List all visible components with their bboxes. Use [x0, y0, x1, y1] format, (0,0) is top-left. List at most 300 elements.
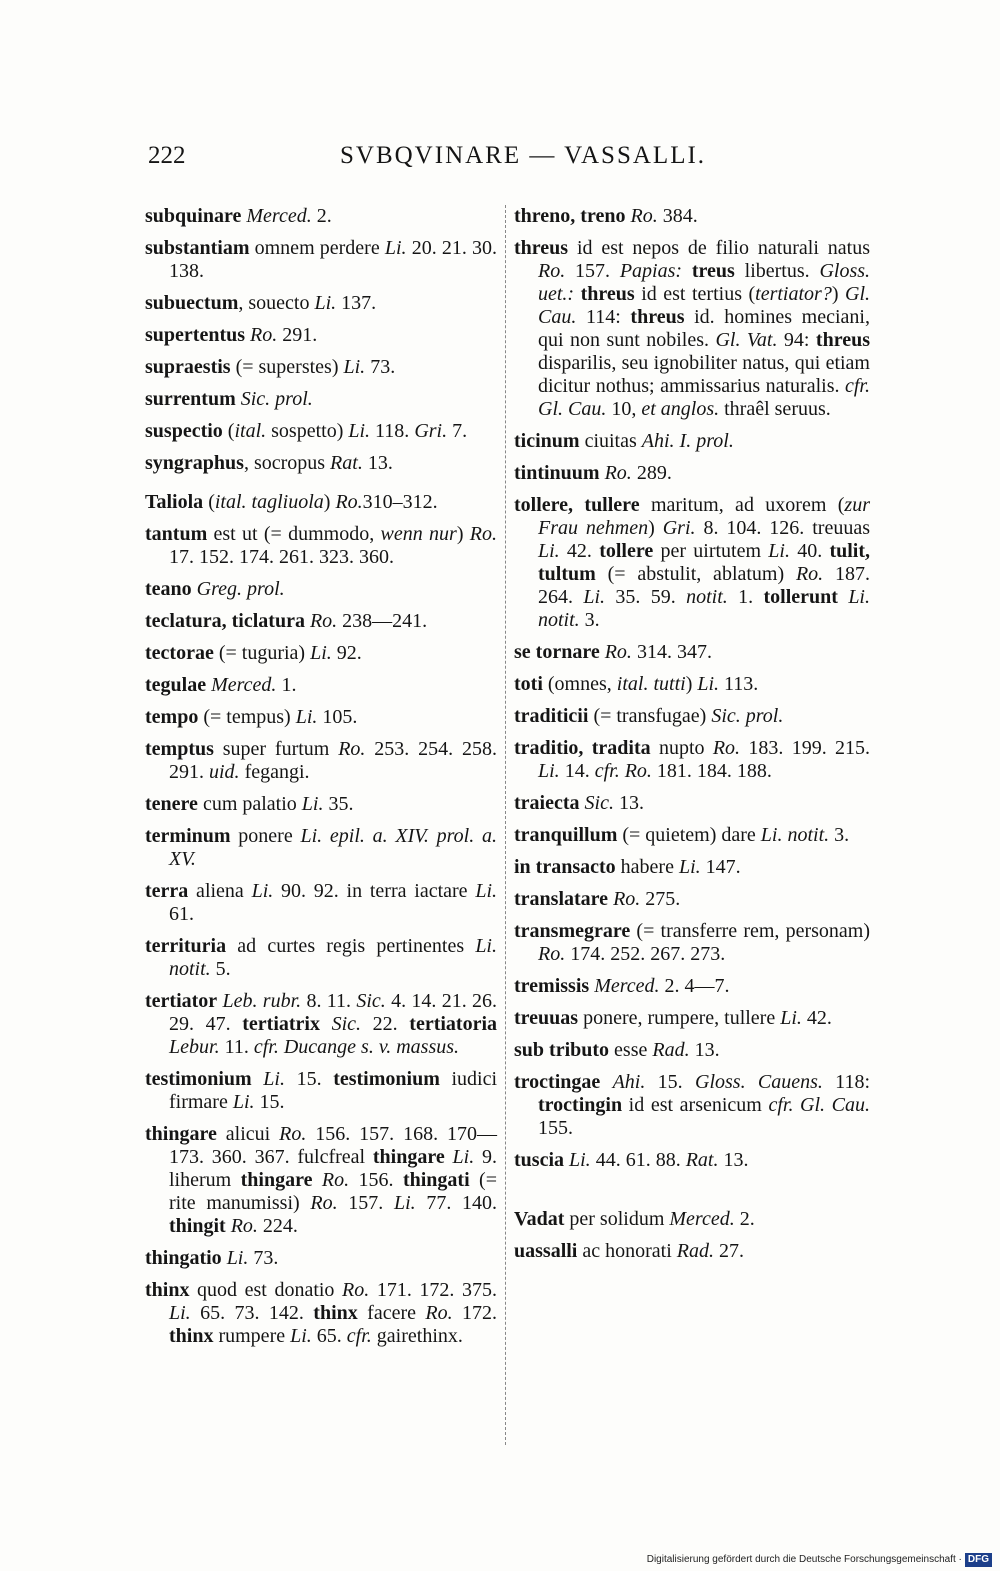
entry-headword: sub tributo [514, 1039, 610, 1061]
entry-reference: Li. notit. [760, 824, 830, 846]
dictionary-entry [514, 237, 870, 421]
entry-text: 65. 73. 142. [190, 1302, 314, 1324]
dictionary-entry [145, 1068, 497, 1114]
entry-text: omnem perdere [249, 237, 385, 259]
entry-headword: territuria [145, 935, 227, 957]
entry-reference: Rat. [685, 1149, 719, 1171]
entry-headword: tulit, tultum [538, 540, 871, 585]
entry-text: 22. [361, 1013, 410, 1035]
entry-headword: thingati [402, 1169, 470, 1191]
dictionary-entry [514, 494, 870, 632]
entry-text: 17. 152. 174. 261. 323. 360. [169, 546, 394, 568]
entry-text: ) [323, 491, 336, 513]
entry-text: cum palatio [197, 793, 302, 815]
dictionary-entry [145, 523, 497, 569]
entry-text: quod est donatio [189, 1279, 343, 1301]
entry-text [312, 1169, 321, 1191]
entry-reference: Ro. [321, 1169, 350, 1191]
entry-headword: toti [514, 673, 543, 695]
entry-headword: testimonium [145, 1068, 252, 1090]
entry-text: 114: [576, 306, 631, 328]
entry-headword: tectorae [145, 642, 214, 664]
entry-headword: subuectum [145, 292, 239, 314]
entry-reference: Gri. [414, 420, 448, 442]
entry-text: disparilis, seu ignobiliter natus, qui etiam dicitur nothus; ammissarius naturalis. [538, 352, 870, 397]
column-divider [505, 205, 507, 1445]
entry-headword: threus [580, 283, 635, 305]
entry-text [320, 1013, 332, 1035]
dictionary-entry [145, 388, 497, 411]
entry-reference: Li. [301, 793, 324, 815]
entry-reference: Papias: [619, 260, 683, 282]
entry-headword: tranquillum [514, 824, 618, 846]
entry-reference: Leb. rubr. [222, 990, 302, 1012]
entry-text: 73. [365, 356, 396, 378]
entry-headword: troctingin [538, 1094, 623, 1116]
entry-reference: Li. epil. a. XIV. prol. a. XV. [169, 825, 497, 870]
entry-reference: Li. [263, 1068, 285, 1090]
entry-reference: Li. [678, 856, 701, 878]
entry-text: 35. [323, 793, 354, 815]
entry-headword: thingare [240, 1169, 313, 1191]
entry-text: 147. [700, 856, 741, 878]
entry-headword: syngraphus [145, 452, 244, 474]
entry-text: habere [615, 856, 679, 878]
dfg-logo: DFG [965, 1553, 992, 1567]
entry-reference: Gloss. Cauens. [695, 1071, 823, 1093]
entry-headword: tertiatrix [242, 1013, 320, 1035]
entry-reference: Li. [475, 880, 498, 902]
entry-text: ac honorati [577, 1240, 677, 1262]
entry-headword: se tornare [514, 641, 600, 663]
entry-reference: Li. [310, 642, 332, 664]
dictionary-entry [145, 420, 497, 443]
entry-reference: Ahi. [612, 1071, 646, 1093]
entry-text: facere [357, 1302, 426, 1324]
dictionary-entry [514, 1039, 870, 1062]
entry-text: 61. [169, 903, 194, 925]
entry-text: iudici firmare [169, 1068, 498, 1113]
dictionary-entry [145, 1123, 497, 1238]
dictionary-entry [145, 491, 497, 514]
entry-text: 4. 14. 21. 26. 29. 47. [169, 990, 498, 1035]
entry-headword: thinx [145, 1279, 190, 1301]
dictionary-entry [514, 856, 870, 879]
entry-reference: Sic. prol. [240, 388, 313, 410]
entry-text: 5. [210, 958, 231, 980]
entry-text: 11. [219, 1036, 254, 1058]
entry-reference: Gl. Vat. [715, 329, 778, 351]
entry-text: 2. [734, 1208, 755, 1230]
entry-text: 181. 184. 188. [651, 760, 772, 782]
entry-text: (omnes, [542, 673, 617, 695]
entry-reference: Li. [314, 292, 337, 314]
entry-reference: Ro. [279, 1123, 307, 1145]
entry-reference: Rat. [330, 452, 363, 474]
entry-reference: Sic. [331, 1013, 362, 1035]
entry-headword: ticinum [514, 430, 580, 452]
entry-text: id est nepos de filio naturali natus [568, 237, 870, 259]
entry-text: fegangi. [239, 761, 310, 783]
entry-text: 8. 11. [301, 990, 357, 1012]
entry-text: 2. [311, 205, 332, 227]
entry-reference: Ro. [335, 491, 363, 513]
entry-text: 174. 252. 267. 273. [565, 943, 726, 965]
entry-text: 156. 157. 168. 170—173. 360. 367. fulcfreal [169, 1123, 497, 1168]
entry-text: id. homines meciani, qui non sunt nobiles. [538, 306, 870, 351]
entry-headword: thingatio [145, 1247, 222, 1269]
dictionary-entry [145, 1247, 497, 1270]
entry-text: ad curtes regis pertinentes [226, 935, 476, 957]
entry-text: 14. [559, 760, 595, 782]
entry-text: ponere [230, 825, 301, 847]
entry-text: 20. 21. 30. 138. [169, 237, 498, 282]
entry-text: ) [831, 283, 845, 305]
entry-headword: substantiam [145, 237, 250, 259]
entry-reference: zur Frau nehmen [538, 494, 870, 539]
entry-text: per solidum [564, 1208, 670, 1230]
entry-text: per uirtutem [653, 540, 769, 562]
entry-reference: Ro. [795, 563, 824, 585]
entry-reference: Ro. [309, 610, 338, 632]
entry-reference: Gri. [662, 517, 696, 539]
entry-headword: terminum [145, 825, 231, 847]
entry-headword: Taliola [145, 491, 204, 513]
entry-text: nupto [650, 737, 713, 759]
dictionary-entry [514, 1240, 870, 1263]
entry-text: 42. [559, 540, 600, 562]
dictionary-entry [145, 292, 497, 315]
dictionary-entry [145, 674, 497, 697]
entry-text: super furtum [213, 738, 339, 760]
dictionary-entry [514, 641, 870, 664]
entry-headword: testimonium [333, 1068, 440, 1090]
entry-text: ( [203, 491, 215, 513]
entry-headword: supraestis [145, 356, 231, 378]
entry-text: 94: [777, 329, 816, 351]
entry-headword: teano [145, 578, 192, 600]
entry-reference: Ro. [613, 888, 641, 910]
entry-text: aliena [188, 880, 252, 902]
entry-reference: Li. [232, 1091, 255, 1113]
entry-reference: Ro. [310, 1192, 338, 1214]
entry-text: ponere, rumpere, tullere [578, 1007, 781, 1029]
entry-reference: cfr. Gl. Cau. [768, 1094, 870, 1116]
entry-headword: tenere [145, 793, 198, 815]
dictionary-entry [145, 356, 497, 379]
entry-text: 275. [640, 888, 681, 910]
dictionary-entry [145, 990, 497, 1059]
entry-headword: temptus [145, 738, 214, 760]
entry-text: est ut (= dummodo, [207, 523, 381, 545]
entry-reference: Li. [343, 356, 366, 378]
entry-headword: threus [514, 237, 569, 259]
entry-headword: troctingae [514, 1071, 601, 1093]
entry-text: 157. [337, 1192, 394, 1214]
entry-headword: tertiatoria [409, 1013, 498, 1035]
entry-reference: ital. [234, 420, 267, 442]
entry-headword: translatare [514, 888, 609, 910]
entry-headword: thingare [372, 1146, 445, 1168]
entry-text: 92. [331, 642, 362, 664]
entry-reference: Lebur. [169, 1036, 220, 1058]
entry-reference: cfr. Gl. Cau. [538, 375, 870, 420]
dictionary-entry [514, 462, 870, 485]
entry-reference: Ro. [425, 1302, 453, 1324]
entry-headword: thinx [313, 1302, 358, 1324]
entry-reference: Li. [569, 1149, 591, 1171]
entry-reference: Merced. [594, 975, 660, 997]
entry-headword: tintinuum [514, 462, 600, 484]
dictionary-entry [145, 825, 497, 871]
dictionary-entry [514, 430, 870, 453]
entry-text: (= abstulit, ablatum) [595, 563, 796, 585]
entry-headword: thingare [145, 1123, 217, 1145]
entry-text: rumpere [213, 1325, 291, 1347]
entry-text: , socropus [243, 452, 331, 474]
entry-headword: traditicii [514, 705, 589, 727]
entry-headword: tuscia [514, 1149, 564, 1171]
entry-headword: subquinare [145, 205, 242, 227]
entry-reference: Ro. [604, 641, 632, 663]
entry-headword: tollerunt [763, 586, 838, 608]
entry-headword: suspectio [145, 420, 223, 442]
entry-text: 314. 347. [631, 641, 712, 663]
entry-reference: Li. [226, 1247, 249, 1269]
dictionary-entry [145, 880, 497, 926]
dictionary-entry [514, 824, 870, 847]
entry-reference: Li. [169, 1302, 191, 1324]
entry-headword: thingit [169, 1215, 226, 1237]
entry-text: ) [648, 517, 663, 539]
dictionary-entry [145, 610, 497, 633]
entry-text: 7. [447, 420, 468, 442]
dictionary-entry [145, 324, 497, 347]
entry-headword: transmegrare [514, 920, 631, 942]
footer [647, 1551, 992, 1569]
entry-reference: Li. [295, 706, 318, 728]
entry-reference: wenn nur [380, 523, 457, 545]
entry-text: ( [222, 420, 235, 442]
entry-reference: Ro. [469, 523, 497, 545]
entry-text: 289. [631, 462, 672, 484]
entry-reference: Rad. [676, 1240, 714, 1262]
entry-text: 15. [254, 1091, 285, 1113]
entry-text: 187. 264. [538, 563, 870, 608]
entry-text: (= tempus) [198, 706, 296, 728]
entry-reference: Li. notit. [538, 586, 870, 631]
entry-text: 90. 92. in terra iactare [273, 880, 476, 902]
entry-text: (= superstes) [230, 356, 344, 378]
entry-text: 2. 4—7. [659, 975, 730, 997]
page-number: 222 [148, 142, 186, 169]
entry-headword: supertentus [145, 324, 246, 346]
entry-text: 224. [257, 1215, 298, 1237]
entry-headword: tollere [599, 540, 654, 562]
entry-text [252, 1068, 264, 1090]
entry-text: 155. [538, 1117, 573, 1139]
entry-headword: tremissis [514, 975, 590, 997]
entry-text: (= tuguria) [213, 642, 311, 664]
entry-text: 105. [317, 706, 358, 728]
entry-reference: cfr. [346, 1325, 372, 1347]
entry-reference: Rad. [652, 1039, 690, 1061]
entry-text: 44. 61. 88. [590, 1149, 686, 1171]
entry-reference: Ro. [342, 1279, 370, 1301]
entry-reference: Ahi. I. prol. [641, 430, 734, 452]
entry-text [838, 586, 848, 608]
entry-reference: Ro. [338, 738, 366, 760]
dictionary-entry [145, 642, 497, 665]
dictionary-entry [514, 975, 870, 998]
running-title: SVBQVINARE — VASSALLI. [340, 142, 707, 169]
entry-text: 137. [336, 292, 377, 314]
entry-headword: traiecta [514, 792, 580, 814]
entry-text: ) [685, 673, 698, 695]
dictionary-entry [514, 920, 870, 966]
entry-headword: tempo [145, 706, 199, 728]
entry-text: , souecto [238, 292, 315, 314]
page-header [148, 142, 884, 182]
entry-text: (= quietem) dare [617, 824, 761, 846]
entry-reference: Sic. [356, 990, 386, 1012]
entry-text: thraêl seruus. [719, 398, 831, 420]
entry-reference: Li. [452, 1146, 475, 1168]
dictionary-entry [514, 792, 870, 815]
entry-reference: cfr. Ro. [594, 760, 652, 782]
entry-text: 310–312. [362, 491, 438, 513]
entry-text: 118. [370, 420, 415, 442]
entry-text: 113. [719, 673, 759, 695]
entry-reference: tertiator? [755, 283, 832, 305]
entry-reference: ital. tagliuola [214, 491, 324, 513]
entry-text: alicui [216, 1123, 280, 1145]
entry-text: 65. [311, 1325, 347, 1347]
entry-reference: cfr. Ducange s. v. massus. [253, 1036, 460, 1058]
entry-headword: threus [815, 329, 871, 351]
entry-text: 384. [657, 205, 698, 227]
dictionary-entry [514, 705, 870, 728]
entry-reference: Ro. [250, 324, 278, 346]
entry-text: 77. 140. [415, 1192, 498, 1214]
entry-text: (= rite manumissi) [169, 1169, 497, 1214]
dictionary-entry [145, 1279, 497, 1348]
entry-text: 1. [727, 586, 764, 608]
entry-text: 42. [801, 1007, 832, 1029]
entry-reference: Li. [583, 586, 606, 608]
entry-reference: Li. [697, 673, 720, 695]
dictionary-entry [145, 237, 497, 283]
entry-text: 13. [362, 452, 393, 474]
entry-text: 9. liherum [169, 1146, 498, 1191]
entry-headword: tegulae [145, 674, 207, 696]
entry-headword: terra [145, 880, 189, 902]
entry-reference: Greg. prol. [196, 578, 285, 600]
entry-headword: in transacto [514, 856, 616, 878]
entry-reference: Li. [384, 237, 407, 259]
entry-headword: threus [630, 306, 685, 328]
entry-reference: Sic. [584, 792, 614, 814]
entry-text: id est tertius ( [634, 283, 756, 305]
entry-reference: Sic. prol. [711, 705, 784, 727]
entry-text: (= transfugae) [588, 705, 712, 727]
entry-reference: Li. [290, 1325, 312, 1347]
entry-headword: Vadat [514, 1208, 565, 1230]
entry-headword: tertiator [145, 990, 218, 1012]
entry-text: 172. [452, 1302, 498, 1324]
entry-text: 73. [248, 1247, 279, 1269]
entry-reference: Gl. Cau. [538, 283, 870, 328]
entry-reference: Li. notit. [169, 935, 497, 980]
entry-reference: Ro. [604, 462, 632, 484]
entry-text: 238—241. [337, 610, 428, 632]
entry-reference: notit. [686, 586, 728, 608]
entry-reference: Ro. [630, 205, 658, 227]
entry-headword: teclatura, ticlatura [145, 610, 305, 632]
dictionary-entry [145, 935, 497, 981]
entry-reference: Ro. [538, 943, 566, 965]
entry-reference: Gloss. uet.: [538, 260, 871, 305]
entry-headword: tollere, tullere [514, 494, 640, 516]
entry-headword: tantum [145, 523, 208, 545]
entry-text: esse [609, 1039, 653, 1061]
entry-headword: surrentum [145, 388, 236, 410]
entry-reference: Ro. [538, 260, 566, 282]
entry-text [600, 1071, 612, 1093]
entry-reference: Li. [251, 880, 274, 902]
entry-text: ) [456, 523, 470, 545]
entry-reference: ital. tutti [616, 673, 686, 695]
entry-text: 13. [689, 1039, 720, 1061]
dictionary-entry [145, 793, 497, 816]
dictionary-entry [514, 1071, 870, 1140]
dictionary-entry [145, 452, 497, 475]
entry-text: maritum, ad uxorem ( [639, 494, 845, 516]
entry-text: sospetto) [266, 420, 349, 442]
entry-text: (= transferre rem, personam) [630, 920, 870, 942]
entry-reference: uid. [209, 761, 240, 783]
entry-text: 118: [822, 1071, 870, 1093]
entry-text [682, 260, 692, 282]
entry-text: 3. [579, 609, 600, 631]
dictionary-entry [514, 888, 870, 911]
entry-text: 13. [613, 792, 644, 814]
entry-text: 15. [645, 1071, 695, 1093]
entry-text: id est arsenicum [622, 1094, 769, 1116]
entry-reference: Merced. [246, 205, 312, 227]
entry-text: 157. [565, 260, 620, 282]
entry-headword: treus [691, 260, 735, 282]
entry-text: gairethinx. [371, 1325, 463, 1347]
footer-text: Digitalisierung gefördert durch die Deutsche Forschungsgemeinschaft · [646, 1554, 962, 1565]
entry-headword: threno, treno [514, 205, 626, 227]
dictionary-entry [145, 738, 497, 784]
entry-text: 27. [713, 1240, 744, 1262]
entry-reference: Merced. [211, 674, 277, 696]
dictionary-entry [514, 737, 870, 783]
entry-text: 291. [277, 324, 318, 346]
entry-text: 171. 172. 375. [369, 1279, 497, 1301]
entry-reference: Ro. [712, 737, 741, 759]
dictionary-entry [145, 578, 497, 601]
entry-text: 183. 199. 215. [740, 737, 871, 759]
entry-text: 13. [718, 1149, 749, 1171]
entry-headword: traditio, tradita [514, 737, 651, 759]
entry-text [445, 1146, 453, 1168]
dictionary-entry [514, 1208, 870, 1231]
entry-text: 1. [276, 674, 297, 696]
dictionary-entry [514, 205, 870, 228]
